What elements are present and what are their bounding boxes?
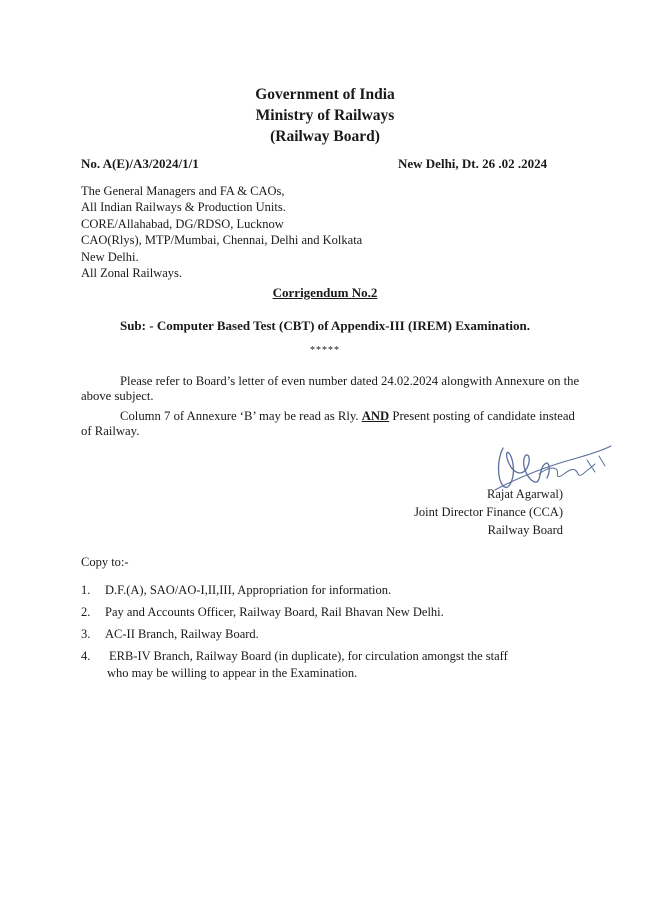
body-paragraph-1: Please refer to Board’s letter of even number dated 24.02.2024 alongwith Annexure on the above subject. [81,374,580,403]
separator-stars: ***** [310,345,340,356]
list-item-number: 4. [81,649,91,663]
addressee-line: New Delhi. [81,249,139,264]
addressee-line: CORE/Allahabad, DG/RDSO, Lucknow [81,216,284,231]
para2-text-after: Present posting of candidate instead of Railway. [81,409,575,438]
place-and-date: New Delhi, Dt. 26 .02 .2024 [398,156,548,171]
list-item-text: AC-II Branch, Railway Board. [105,627,259,641]
addressee-line: The General Managers and FA & CAOs, [81,184,285,198]
list-item [81,605,581,627]
corrigendum-heading [0,285,650,301]
signatory-designation: Joint Director Finance (CCA) [414,505,563,519]
copy-to-list [81,583,581,680]
list-item-continuation: who may be willing to appear in the Examination. [107,666,358,680]
signatory-name: Rajat Agarwal) [486,487,563,501]
list-item-number: 1. [81,583,91,597]
letterhead-board: (Railway Board) [270,128,380,145]
letterhead-ministry: Ministry of Railways [255,107,395,124]
addressee-line: All Zonal Railways. [81,266,183,281]
addressee-line: All Indian Railways & Production Units. [81,200,286,215]
body-paragraph-2 [81,409,581,439]
list-item-text: D.F.(A), SAO/AO-I,II,III, Appropriation for information. [105,583,392,597]
subject-line: Sub: - Computer Based Test (CBT) of Appendix-III (IREM) Examination. [119,318,531,333]
signature-block [414,485,563,539]
letterhead [0,84,650,147]
list-item-number: 2. [81,605,91,619]
list-item-number: 3. [81,627,91,641]
signatory-office: Railway Board [487,523,563,537]
reference-number: No. A(E)/A3/2024/1/1 [81,156,199,171]
corrigendum-title: Corrigendum No.2 [272,285,378,300]
addressee-block [81,183,362,281]
list-item-text: Pay and Accounts Officer, Railway Board, Rail Bhavan New Delhi. [105,605,444,619]
list-item-text: ERB-IV Branch, Railway Board (in duplicate), for circulation amongst the staff [109,649,508,663]
list-item [81,627,581,649]
addressee-line: CAO(Rlys), MTP/Mumbai, Chennai, Delhi and Kolkata [81,233,363,248]
para2-text-before: Column 7 of Annexure ‘B’ may be read as Rly. [120,409,359,423]
para2-and-keyword: AND [361,409,390,423]
copy-to-heading: Copy to:- [81,555,129,569]
list-item [81,583,581,605]
letterhead-government: Government of India [255,86,395,103]
